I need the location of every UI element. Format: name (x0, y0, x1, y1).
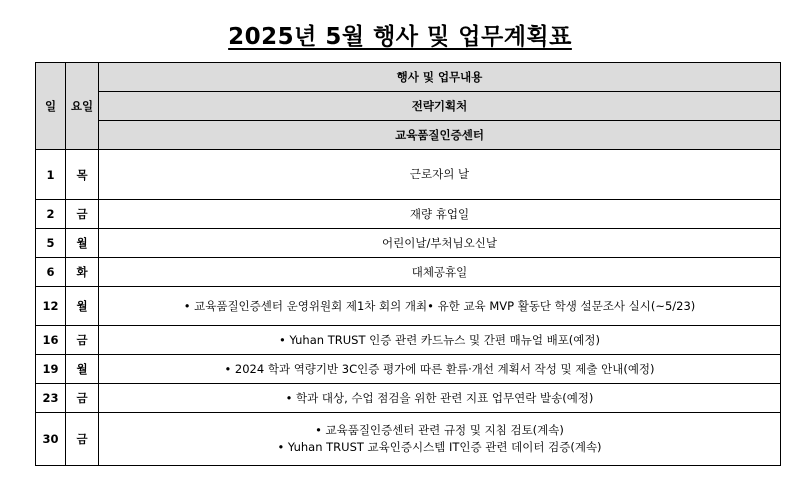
row-weekday: 금 (66, 413, 99, 466)
header-day: 일 (36, 63, 66, 150)
row-weekday: 금 (66, 384, 99, 413)
header-dept: 전략기획처 (99, 92, 781, 121)
content-line: • 교육품질인증센터 관련 규정 및 지침 검토(계속) (315, 423, 564, 437)
content-line: • 교육품질인증센터 운영위원회 제1차 회의 개최• 유한 교육 MVP 활동단 학생 설문조사 실시(~5/23) (183, 298, 696, 313)
row-day: 2 (36, 200, 66, 229)
content-line: • 학과 대상, 수업 점검을 위한 관련 지표 업무연락 발송(예정) (285, 390, 594, 405)
row-content (99, 200, 781, 229)
page-title (0, 18, 800, 51)
row-content (99, 150, 781, 200)
row-day: 6 (36, 258, 66, 287)
table-row (36, 200, 781, 229)
row-day: 23 (36, 384, 66, 413)
table-row (36, 413, 781, 466)
table-row (36, 258, 781, 287)
row-weekday: 월 (66, 287, 99, 326)
row-day: 16 (36, 326, 66, 355)
page-title-text: 2025년 5월 행사 및 업무계획표 (228, 24, 572, 50)
header-weekday: 요일 (66, 63, 99, 150)
row-day: 12 (36, 287, 66, 326)
content-line: • Yuhan TRUST 인증 관련 카드뉴스 및 간편 매뉴얼 배포(예정) (279, 332, 600, 347)
row-weekday: 금 (66, 326, 99, 355)
table-row (36, 150, 781, 200)
row-day: 30 (36, 413, 66, 466)
table-row (36, 355, 781, 384)
content-line: • Yuhan TRUST 교육인증시스템 IT인증 관련 데이터 검증(계속) (277, 440, 602, 454)
row-content (99, 258, 781, 287)
content-line: 어린이날/부처님오신날 (382, 235, 497, 250)
header-center: 교육품질인증센터 (99, 121, 781, 150)
table-row (36, 287, 781, 326)
row-content (99, 413, 781, 466)
row-weekday: 목 (66, 150, 99, 200)
row-content (99, 326, 781, 355)
row-content (99, 287, 781, 326)
content-line: 근로자의 날 (409, 167, 470, 181)
row-content (99, 355, 781, 384)
row-day: 5 (36, 229, 66, 258)
row-day: 19 (36, 355, 66, 384)
content-line: • 2024 학과 역량기반 3C인증 평가에 따른 환류·개선 계획서 작성 및 제출 안내(예정) (224, 361, 655, 376)
row-day: 1 (36, 150, 66, 200)
row-content (99, 229, 781, 258)
row-weekday: 월 (66, 355, 99, 384)
content-line: 재량 휴업일 (409, 206, 470, 221)
table-row (36, 384, 781, 413)
schedule-table (35, 62, 781, 466)
schedule-rows (36, 150, 781, 466)
row-weekday: 월 (66, 229, 99, 258)
table-row (36, 326, 781, 355)
row-content (99, 384, 781, 413)
content-line: 대체공휴일 (411, 264, 468, 279)
header-content: 행사 및 업무내용 (99, 63, 781, 92)
table-row (36, 229, 781, 258)
row-weekday: 금 (66, 200, 99, 229)
row-weekday: 화 (66, 258, 99, 287)
